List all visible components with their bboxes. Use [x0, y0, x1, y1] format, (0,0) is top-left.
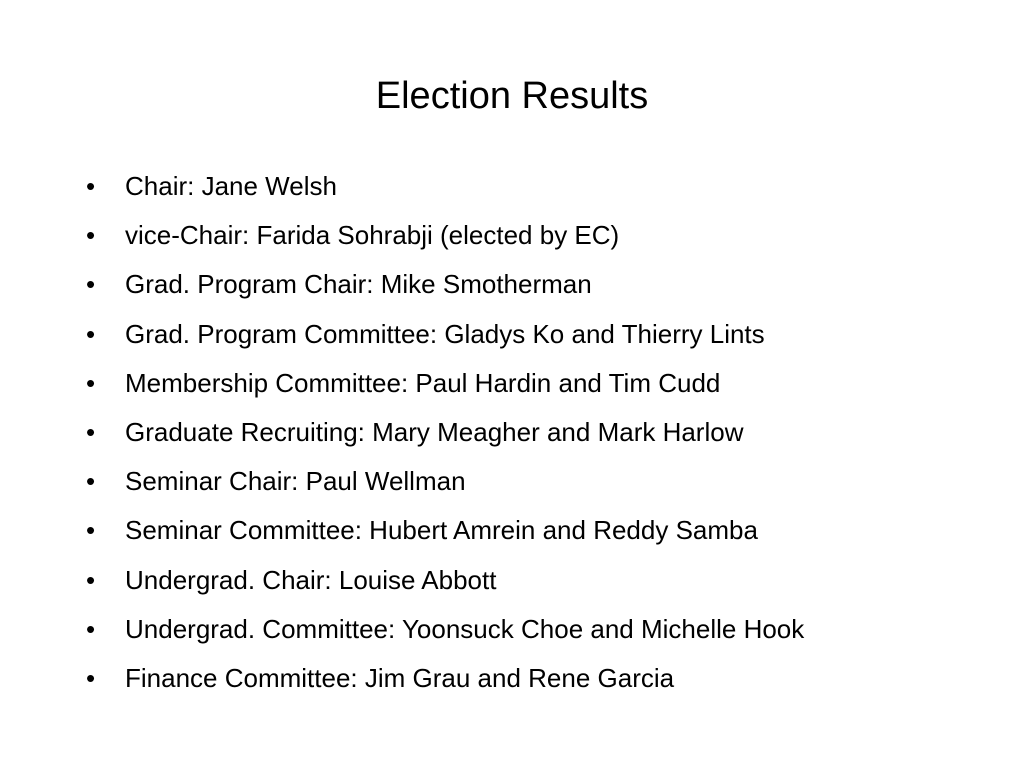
list-item-text: vice-Chair: Farida Sohrabji (elected by EC)	[125, 220, 620, 251]
list-item	[86, 605, 986, 654]
list-item	[86, 359, 986, 408]
list-item	[86, 310, 986, 359]
list-item-text: Chair: Jane Welsh	[125, 171, 337, 201]
list-item-text: Membership Committee: Paul Hardin and Tim Cudd	[125, 367, 721, 398]
bullet-icon: •	[86, 613, 96, 644]
list-item-text: Seminar Chair: Paul Wellman	[125, 466, 466, 497]
bullet-icon: •	[86, 416, 96, 447]
bullet-icon: •	[86, 466, 96, 497]
bullet-list	[86, 162, 986, 703]
list-item-text: Finance Committee: Jim Grau and Rene Garcia	[125, 662, 675, 693]
list-item	[86, 211, 986, 260]
list-item	[86, 260, 986, 309]
list-item	[86, 162, 986, 211]
bullet-icon: •	[86, 662, 96, 693]
bullet-icon: •	[86, 318, 96, 349]
list-item-text: Seminar Committee: Hubert Amrein and Reddy Samba	[125, 515, 758, 546]
list-item-text: Graduate Recruiting: Mary Meagher and Mark Harlow	[125, 416, 744, 447]
bullet-icon: •	[86, 269, 96, 300]
slide-title: Election Results	[375, 75, 649, 117]
list-item-text: Undergrad. Committee: Yoonsuck Choe and Michelle Hook	[125, 613, 805, 644]
bullet-icon: •	[86, 367, 96, 398]
bullet-icon: •	[86, 171, 96, 201]
list-item	[86, 654, 986, 703]
list-item-text: Grad. Program Committee: Gladys Ko and Thierry Lints	[125, 318, 765, 349]
list-item	[86, 408, 986, 457]
bullet-icon: •	[86, 220, 96, 251]
bullet-icon: •	[86, 515, 96, 546]
bullet-icon: •	[86, 564, 96, 595]
list-item	[86, 556, 986, 605]
list-item	[86, 457, 986, 506]
list-item-text: Grad. Program Chair: Mike Smotherman	[125, 269, 592, 300]
list-item-text: Undergrad. Chair: Louise Abbott	[125, 564, 497, 595]
list-item	[86, 506, 986, 555]
